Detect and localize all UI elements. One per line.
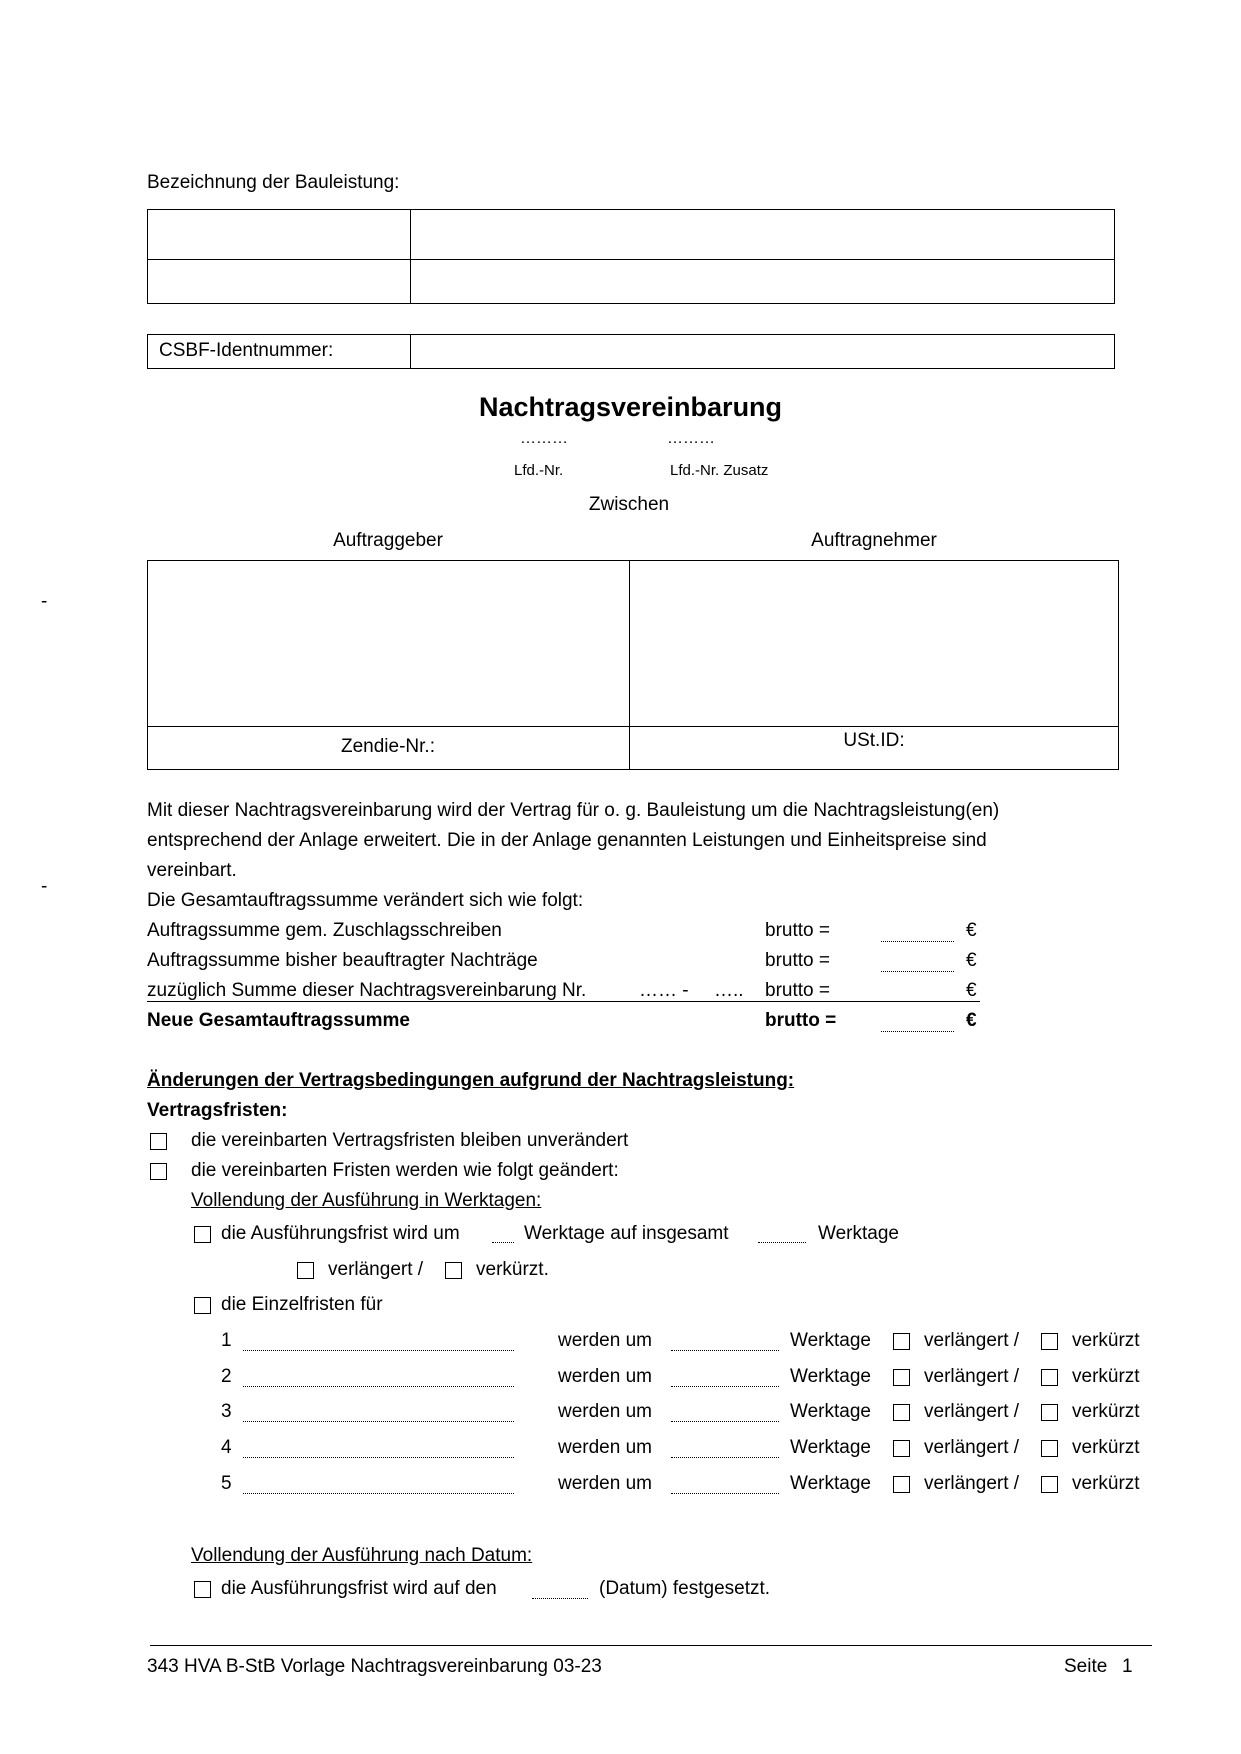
werktage-insgesamt-field[interactable] bbox=[758, 1242, 806, 1243]
einzelfrist-tage-field[interactable] bbox=[671, 1386, 779, 1387]
verkuerzt-label: verkürzt. bbox=[476, 1259, 549, 1280]
checkbox-verlaengert[interactable] bbox=[893, 1333, 910, 1350]
verkuerzt-label: verkürzt bbox=[1072, 1473, 1140, 1494]
sum-field-dieser[interactable] bbox=[881, 982, 954, 1000]
verlaengert-label: verlängert / bbox=[328, 1259, 424, 1280]
werktage-um-field[interactable] bbox=[492, 1242, 514, 1243]
footer-page-label: Seite bbox=[1064, 1656, 1108, 1677]
margin-mark: - bbox=[41, 876, 48, 897]
checkbox-verlaengert[interactable] bbox=[893, 1369, 910, 1386]
table-divider bbox=[410, 335, 411, 368]
checkbox-einzelfristen[interactable] bbox=[194, 1297, 211, 1314]
sum-field-zuschlag[interactable] bbox=[881, 941, 954, 942]
changes-heading: Änderungen der Vertragsbedingungen aufgrund der Nachtragsleistung: bbox=[147, 1070, 795, 1091]
verkuerzt-label: verkürzt bbox=[1072, 1330, 1140, 1351]
lfd-nr-field[interactable]: ……… bbox=[520, 430, 568, 447]
einzelfrist-name-field[interactable] bbox=[243, 1457, 514, 1458]
einzelfrist-tage-field[interactable] bbox=[671, 1457, 779, 1458]
verlaengert-label: verlängert / bbox=[924, 1366, 1020, 1387]
sum-label-nachtraege: Auftragssumme bisher beauftragter Nachträge bbox=[147, 950, 538, 971]
einzelfrist-name-field[interactable] bbox=[243, 1493, 514, 1494]
auftragnehmer-field[interactable] bbox=[631, 562, 1117, 724]
einzelfrist-name-field[interactable] bbox=[243, 1350, 514, 1351]
ustid-label: USt.ID: bbox=[843, 730, 905, 751]
einzelfrist-tage-field[interactable] bbox=[671, 1493, 779, 1494]
sum-underline bbox=[147, 1001, 980, 1002]
checkbox-verkuerzt[interactable] bbox=[1041, 1369, 1058, 1386]
sum-label-neu: Neue Gesamtauftragssumme bbox=[147, 1010, 410, 1031]
sum-label-dieser: zuzüglich Summe dieser Nachtragsvereinbarung Nr. bbox=[147, 980, 587, 1001]
datum-field[interactable] bbox=[532, 1598, 588, 1599]
werden-um-label: werden um bbox=[558, 1401, 652, 1422]
row-number: 3 bbox=[221, 1401, 232, 1422]
werden-um-label: werden um bbox=[558, 1330, 652, 1351]
checkbox-ausfuehrungsfrist[interactable] bbox=[194, 1226, 211, 1243]
verkuerzt-label: verkürzt bbox=[1072, 1401, 1140, 1422]
euro-sign: € bbox=[966, 950, 977, 971]
row-number: 5 bbox=[221, 1473, 232, 1494]
footer-doc-id: 343 HVA B-StB Vorlage Nachtragsvereinbarung 03-23 bbox=[147, 1656, 602, 1677]
body-line: Mit dieser Nachtragsvereinbarung wird der Vertrag für o. g. Bauleistung um die Nachtragsleistung(en) bbox=[147, 800, 1000, 821]
ausfuehrungsfrist-label: die Ausführungsfrist wird um bbox=[221, 1223, 460, 1244]
row-number: 1 bbox=[221, 1330, 232, 1351]
auftragnehmer-label: Auftragnehmer bbox=[811, 530, 937, 551]
werktage-insgesamt-label: Werktage auf insgesamt bbox=[524, 1223, 729, 1244]
werktage-label: Werktage bbox=[790, 1401, 871, 1422]
datum-festgesetzt-label: (Datum) festgesetzt. bbox=[599, 1578, 771, 1599]
footer-rule bbox=[150, 1645, 1152, 1646]
brutto-label: brutto = bbox=[765, 920, 830, 941]
nachtrag-nr-b[interactable]: ….. bbox=[714, 980, 744, 1001]
table-divider bbox=[148, 726, 1118, 727]
werden-um-label: werden um bbox=[558, 1366, 652, 1387]
checkbox-verlaengert[interactable] bbox=[297, 1262, 314, 1279]
csbf-input[interactable] bbox=[412, 336, 1112, 367]
checkbox-verkuerzt[interactable] bbox=[445, 1262, 462, 1279]
bauleistung-cell-2a[interactable] bbox=[149, 260, 409, 302]
checkbox-unchanged[interactable] bbox=[150, 1133, 167, 1150]
row-number: 4 bbox=[221, 1437, 232, 1458]
verlaengert-label: verlängert / bbox=[924, 1330, 1020, 1351]
bezeichnung-label: Bezeichnung der Bauleistung: bbox=[147, 172, 400, 193]
verlaengert-label: verlängert / bbox=[924, 1437, 1020, 1458]
brutto-label: brutto = bbox=[765, 950, 830, 971]
checkbox-verlaengert[interactable] bbox=[893, 1404, 910, 1421]
auftraggeber-label: Auftraggeber bbox=[333, 530, 443, 551]
datum-heading: Vollendung der Ausführung nach Datum: bbox=[191, 1545, 533, 1566]
body-line: vereinbart. bbox=[147, 860, 237, 881]
table-divider bbox=[410, 210, 411, 303]
werden-um-label: werden um bbox=[558, 1437, 652, 1458]
row-number: 2 bbox=[221, 1366, 232, 1387]
euro-sign: € bbox=[966, 1010, 977, 1031]
datum-label: die Ausführungsfrist wird auf den bbox=[221, 1578, 497, 1599]
fristen-heading: Vertragsfristen: bbox=[147, 1100, 288, 1121]
footer-page-number: 1 bbox=[1122, 1656, 1133, 1677]
verkuerzt-label: verkürzt bbox=[1072, 1366, 1140, 1387]
werktage-label: Werktage bbox=[818, 1223, 899, 1244]
bauleistung-cell-1b[interactable] bbox=[412, 211, 1112, 259]
werktage-heading: Vollendung der Ausführung in Werktagen: bbox=[191, 1190, 542, 1211]
csbf-label: CSBF-Identnummer: bbox=[159, 340, 334, 361]
zwischen-label: Zwischen bbox=[588, 494, 670, 515]
verlaengert-label: verlängert / bbox=[924, 1473, 1020, 1494]
page-title: Nachtragsvereinbarung bbox=[478, 392, 783, 422]
checkbox-verkuerzt[interactable] bbox=[1041, 1333, 1058, 1350]
checkbox-changed[interactable] bbox=[150, 1163, 167, 1180]
checkbox-verkuerzt[interactable] bbox=[1041, 1440, 1058, 1457]
einzelfrist-tage-field[interactable] bbox=[671, 1350, 779, 1351]
einzelfrist-name-field[interactable] bbox=[243, 1386, 514, 1387]
sum-field-nachtraege[interactable] bbox=[881, 971, 954, 972]
bauleistung-cell-2b[interactable] bbox=[412, 260, 1112, 302]
lfd-zusatz-field[interactable]: ……… bbox=[667, 430, 715, 447]
verkuerzt-label: verkürzt bbox=[1072, 1437, 1140, 1458]
werktage-label: Werktage bbox=[790, 1473, 871, 1494]
werktage-label: Werktage bbox=[790, 1437, 871, 1458]
body-line: entsprechend der Anlage erweitert. Die in der Anlage genannten Leistungen und Einheitspreise sind bbox=[147, 830, 987, 851]
option-changed-label: die vereinbarten Fristen werden wie folgt geändert: bbox=[191, 1160, 619, 1181]
brutto-label: brutto = bbox=[765, 980, 830, 1001]
euro-sign: € bbox=[966, 920, 977, 941]
einzelfrist-name-field[interactable] bbox=[243, 1421, 514, 1422]
checkbox-datum[interactable] bbox=[194, 1581, 211, 1598]
werktage-label: Werktage bbox=[790, 1330, 871, 1351]
lfd-zusatz-label: Lfd.-Nr. Zusatz bbox=[670, 462, 769, 479]
margin-mark: - bbox=[41, 591, 48, 612]
werden-um-label: werden um bbox=[558, 1473, 652, 1494]
checkbox-verlaengert[interactable] bbox=[893, 1440, 910, 1457]
brutto-label: brutto = bbox=[765, 1010, 837, 1031]
verlaengert-label: verlängert / bbox=[924, 1401, 1020, 1422]
checkbox-verkuerzt[interactable] bbox=[1041, 1404, 1058, 1421]
werktage-label: Werktage bbox=[790, 1366, 871, 1387]
auftraggeber-field[interactable] bbox=[149, 562, 627, 724]
einzelfrist-tage-field[interactable] bbox=[671, 1421, 779, 1422]
sum-field-neu[interactable] bbox=[881, 1031, 954, 1032]
lfd-nr-label: Lfd.-Nr. bbox=[514, 462, 564, 479]
euro-sign: € bbox=[966, 980, 977, 1001]
checkbox-verlaengert[interactable] bbox=[893, 1476, 910, 1493]
bauleistung-cell-1a[interactable] bbox=[149, 211, 409, 259]
option-unchanged-label: die vereinbarten Vertragsfristen bleiben unverändert bbox=[191, 1130, 629, 1151]
checkbox-verkuerzt[interactable] bbox=[1041, 1476, 1058, 1493]
gesamt-intro: Die Gesamtauftragssumme verändert sich wie folgt: bbox=[147, 890, 584, 911]
nachtrag-nr-a[interactable]: …… - bbox=[639, 980, 689, 1001]
zendie-label: Zendie-Nr.: bbox=[341, 736, 435, 757]
sum-label-zuschlag: Auftragssumme gem. Zuschlagsschreiben bbox=[147, 920, 502, 941]
einzelfristen-label: die Einzelfristen für bbox=[221, 1294, 383, 1315]
